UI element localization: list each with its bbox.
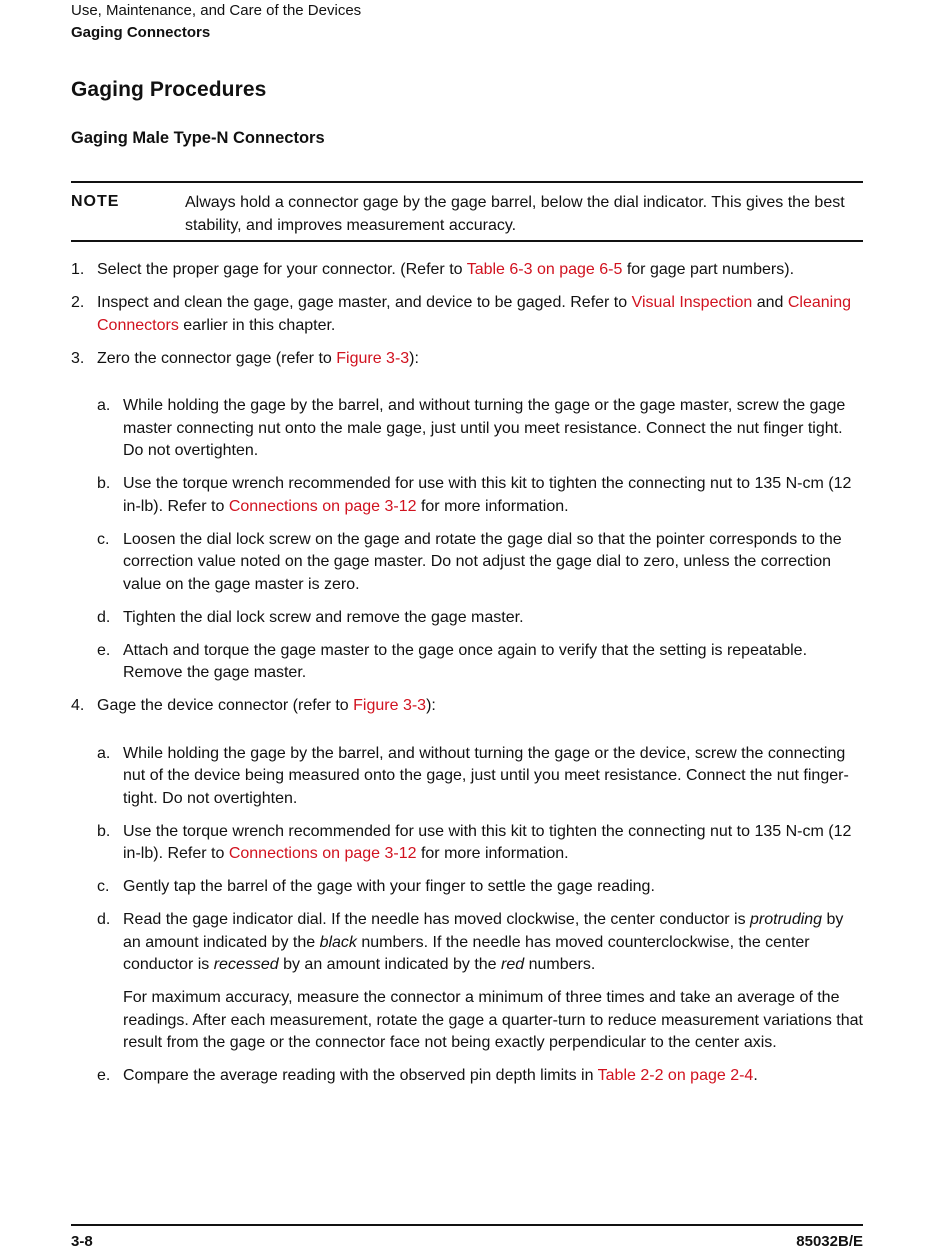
substep-letter: a.	[97, 397, 111, 414]
link-figure-3-3[interactable]: Figure 3-3	[353, 697, 427, 714]
substep-text: Loosen the dial lock screw on the gage and rotate the gage dial so that the pointer corresponds to the correction value noted on the gage master. Do not adjust the gage dial to zero, unless the correction value on the gage master is zero.	[123, 530, 842, 593]
step-text: earlier in this chapter.	[178, 316, 336, 334]
substep-letter: b.	[97, 822, 111, 840]
emphasis-text: red	[501, 956, 525, 973]
substep-4d-paragraph: For maximum accuracy, measure the connector a minimum of three times and take an average of the readings. After each measurement, rotate the gage a quarter-turn to reduce measurement variations that result from the gage or the connector face not being exactly perpendicular to the center axis.	[123, 989, 863, 1051]
substep-text: Gently tap the barrel of the gage with your finger to settle the gage reading.	[123, 878, 655, 895]
substep-3b	[71, 473, 863, 518]
substep-text: While holding the gage by the barrel, and without turning the gage or the gage master, screw the gage master connecting nut onto the male gage, just until you meet resistance. Connect the nut finger tight. Do not overtighten.	[123, 397, 846, 459]
link-table-2-2[interactable]: Table 2-2 on page 2-4	[597, 1067, 754, 1084]
substep-letter: d.	[97, 911, 111, 928]
step-text: ):	[409, 349, 419, 367]
substep-letter: a.	[97, 744, 111, 762]
substep-4a	[71, 743, 863, 811]
substep-3c	[71, 529, 863, 597]
substep-4e	[71, 1065, 863, 1088]
step-4	[71, 695, 863, 718]
header-chapter: Use, Maintenance, and Care of the Devices	[71, 2, 362, 19]
step-text: Zero the connector gage (refer to	[97, 349, 337, 367]
step-text: Gage the device connector (refer to	[97, 697, 354, 714]
emphasis-text: black	[319, 933, 357, 951]
step-text: Select the proper gage for your connector. (Refer to	[97, 261, 467, 278]
substep-4d	[71, 909, 863, 977]
footer-page-number: 3-8	[71, 1233, 93, 1250]
substep-letter: e.	[97, 641, 111, 659]
substep-3e	[71, 640, 863, 685]
step-number: 4.	[71, 697, 85, 714]
emphasis-text: recessed	[213, 956, 279, 973]
substep-letter: c.	[97, 878, 110, 895]
substep-text: While holding the gage by the barrel, and without turning the gage or the device, screw the connecting nut of the device being measured onto the gage, just until you meet resistance. Connect the nut finger-tight. Do not overtighten.	[123, 744, 849, 807]
note-text: Always hold a connector gage by the gage barrel, below the dial indicator. This gives the best stability, and improves measurement accuracy.	[185, 194, 845, 234]
emphasis-text: protruding	[750, 911, 823, 928]
step-2	[71, 292, 863, 337]
note-top-rule	[71, 181, 863, 183]
running-header	[71, 0, 361, 44]
substep-letter: e.	[97, 1067, 111, 1084]
link-connections-3-12[interactable]: Connections on page 3-12	[228, 497, 417, 515]
substep-text: Use the torque wrench recommended for use with this kit to tighten the connecting nut to 135 N-cm (12 in-lb). Refer to	[123, 475, 852, 515]
substep-4c	[71, 876, 863, 899]
substep-letter: b.	[97, 475, 111, 492]
link-connections-3-12[interactable]: Connections on page 3-12	[228, 845, 417, 862]
substep-3d	[71, 607, 863, 630]
step-number: 3.	[71, 349, 85, 367]
substep-text: numbers.	[524, 956, 596, 973]
link-visual-inspection[interactable]: Visual Inspection	[631, 294, 753, 311]
substep-text: Read the gage indicator dial. If the needle has moved clockwise, the center conductor is	[123, 911, 751, 928]
substep-letter: d.	[97, 608, 111, 626]
link-cleaning-connectors[interactable]: Cleaning Connectors	[97, 294, 852, 334]
footer-rule	[71, 1224, 863, 1226]
step-text: for gage part numbers).	[622, 261, 795, 278]
step-text: and	[752, 294, 788, 311]
substep-text: by an amount indicated by the	[123, 911, 844, 951]
step-3	[71, 348, 863, 371]
substep-text: Use the torque wrench recommended for use with this kit to tighten the connecting nut to 135 N-cm (12 in-lb). Refer to	[123, 822, 852, 862]
page-title: Gaging Procedures	[71, 78, 267, 101]
note-label: NOTE	[71, 193, 120, 210]
step-number: 2.	[71, 294, 85, 311]
substep-4b	[71, 821, 863, 866]
step-number: 1.	[71, 261, 85, 278]
step-1	[71, 259, 863, 282]
footer-document-id: 85032B/E	[796, 1233, 863, 1250]
substep-text: numbers. If the needle has moved counterclockwise, the center conductor is	[123, 933, 810, 973]
procedure-steps	[71, 259, 863, 1098]
link-table-6-3[interactable]: Table 6-3 on page 6-5	[466, 261, 623, 278]
step-text: ):	[426, 697, 436, 714]
substep-text: for more information.	[416, 497, 569, 515]
substep-text: by an amount indicated by the	[278, 956, 502, 973]
substep-text: Compare the average reading with the observed pin depth limits in	[123, 1067, 598, 1084]
substep-text: Attach and torque the gage master to the gage once again to verify that the setting is repeatable. Remove the gage master.	[123, 641, 808, 681]
substep-text: Tighten the dial lock screw and remove the gage master.	[123, 608, 524, 626]
step-text: Inspect and clean the gage, gage master, and device to be gaged. Refer to	[97, 294, 632, 311]
substep-text: for more information.	[416, 845, 569, 862]
note-bottom-rule	[71, 240, 863, 242]
section-subtitle: Gaging Male Type-N Connectors	[71, 129, 325, 147]
substep-3a	[71, 395, 863, 463]
header-section: Gaging Connectors	[71, 24, 211, 41]
link-figure-3-3[interactable]: Figure 3-3	[336, 349, 410, 367]
substep-text: .	[753, 1067, 758, 1084]
substep-letter: c.	[97, 530, 110, 548]
